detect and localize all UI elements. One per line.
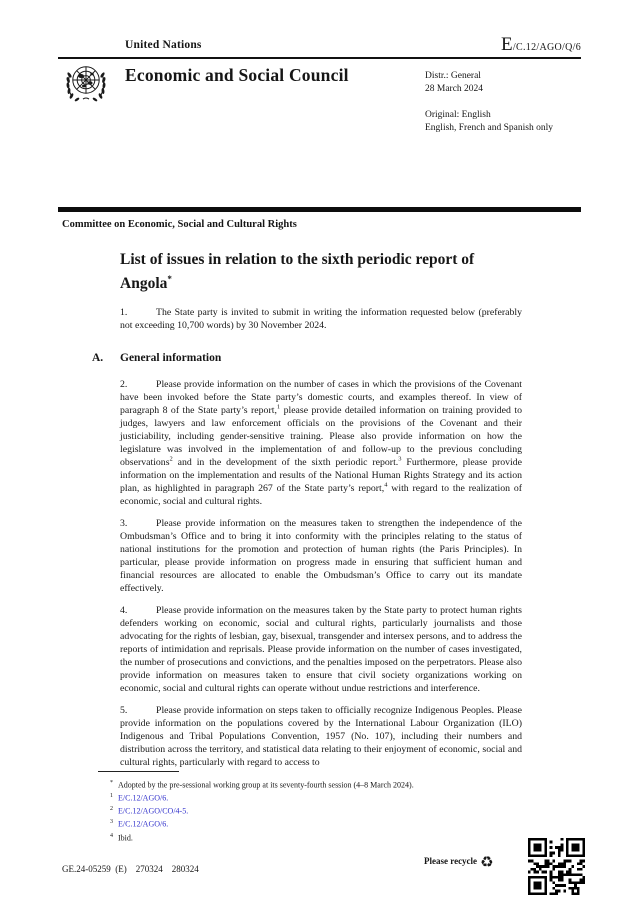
header-rule <box>58 57 581 59</box>
paragraph-number: 4. <box>120 605 128 617</box>
footnote-reference[interactable]: 2 <box>169 455 173 463</box>
footnote-text: Ibid. <box>118 833 133 843</box>
committee-name: Committee on Economic, Social and Cultural Rights <box>62 219 297 230</box>
numbered-paragraph: 2. Please provide information on the number of cases in which the provisions of the Covenant have been invoked before the State party’s domestic courts, and examples thereof. In view of paragraph 8 of the State party’s report,$^1$ please provide detailed information on training provided to judges, lawyers and law enforcement officials on the provisions of the Covenant and their justiciability, including gender-sensitive training. Please also provide information on how the legislature was involved in the implementation of and follow-up to the previous concluding observations$^2$ and in the development of the sixth periodic report.$^3$ Furthermore, please provide information on the implementation and results of the National Human Rights Strategy and its action plan, as highlighted in paragraph 267 of the State party’s report,$^4$ with regard to the realization of economic, social and cultural rights. <box>120 379 522 508</box>
ge-number: GE.24-05259 (E) 270324 280324 <box>62 864 199 874</box>
page-title <box>120 250 522 293</box>
footnote-list <box>98 778 538 844</box>
numbered-paragraph: 5. Please provide information on steps taken to officially recognize Indigenous Peoples. Please provide information on the populations covered by the International Labour Organization (ILO) Indigenous and Tribal Populations Convention, 1957 (No. 107), including their numbers and distribution across the territory, and statistical data relating to their enjoyment of economic, social and cultural rights, particularly with regard to access to <box>120 705 522 769</box>
recycle-icon: ♻ <box>480 853 494 871</box>
paragraph-group-body <box>120 378 522 769</box>
numbered-paragraph: 3. Please provide information on the measures taken to strengthen the independence of the Ombudsman’s Office and to bring it into conformity with the principles relating to the status of national institutions for the promotion and protection of human rights (the Paris Principles). In particular, please provide information on progress made in ensuring that sufficient human and financial resources are allocated to enable the Ombudsman’s Office to carry out its mandate effectively. <box>120 518 522 595</box>
qr-code <box>528 838 585 895</box>
paragraph-number: 2. <box>120 379 128 391</box>
document-symbol <box>501 34 581 56</box>
footnote-reference[interactable]: 1 <box>276 403 281 411</box>
paragraph-number: 5. <box>120 705 128 717</box>
title-footnote-marker: * <box>167 273 172 284</box>
paragraph-number: 3. <box>120 518 128 530</box>
main-content <box>92 250 522 778</box>
original-language-line: Original: English <box>425 110 491 120</box>
footnote-line <box>98 804 538 817</box>
footnote-marker: 3 <box>110 819 113 826</box>
footnote-text: Adopted by the pre-sessional working group at its seventy-fourth session (4–8 March 2024). <box>118 780 414 790</box>
page-title-line2: Angola* <box>120 273 172 292</box>
un-emblem-icon <box>63 61 109 107</box>
numbered-paragraph: 1. The State party is invited to submit in writing the information requested below (preferably not exceeding 10,700 words) by 30 November 2024. <box>120 307 522 332</box>
separator-bar <box>58 207 581 212</box>
footnotes-block <box>98 771 538 844</box>
footnote-marker: 2 <box>110 806 113 813</box>
language-block <box>425 109 553 135</box>
date-line: 28 March 2024 <box>425 84 484 94</box>
section-heading-a <box>92 352 522 365</box>
footnote-marker: * <box>110 780 113 786</box>
council-title: Economic and Social Council <box>125 65 349 85</box>
footnote-reference[interactable]: 3 <box>398 455 402 463</box>
footnote-line <box>98 831 538 844</box>
document-symbol-link[interactable]: E/C.12/AGO/CO/4-5. <box>118 806 189 816</box>
distribution-block <box>425 70 483 96</box>
footnote-line <box>98 791 538 804</box>
paragraph-group-intro <box>120 306 522 332</box>
org-name: United Nations <box>125 39 202 51</box>
document-symbol-rest: /C.12/AGO/Q/6 <box>512 42 581 53</box>
section-letter: A. <box>92 352 104 365</box>
section-heading-label: General information <box>120 352 222 365</box>
paragraph-number: 1. <box>120 307 128 319</box>
languages-line: English, French and Spanish only <box>425 123 553 133</box>
document-symbol-link[interactable]: E/C.12/AGO/6. <box>118 820 169 830</box>
recycle-note: Please recycle ♻ <box>424 853 494 871</box>
footnote-separator <box>98 771 179 772</box>
document-symbol-link[interactable]: E/C.12/AGO/6. <box>118 793 169 803</box>
numbered-paragraph: 4. Please provide information on the measures taken by the State party to protect human rights defenders working on economic, social and cultural rights, particularly journalists and those advocating for the rights of lesbian, gay, bisexual, transgender and intersex persons, and to address the reports of intimidation and reprisals. Please provide information on the number of cases investigated, the number of prosecutions and convictions, and the penalties imposed on the perpetrators. Please also provide information on measures taken to ensure that civil society organizations working on economic, social and cultural rights can operate without undue restrictions and interference. <box>120 605 522 695</box>
footnote-line <box>98 778 538 791</box>
page-title-line1: List of issues in relation to the sixth periodic report of <box>120 251 475 268</box>
footnote-marker: 1 <box>110 793 113 800</box>
footnote-reference[interactable]: 4 <box>384 481 388 489</box>
footnote-line <box>98 817 538 830</box>
distr-line: Distr.: General <box>425 71 481 81</box>
document-symbol-letter: E <box>501 34 513 55</box>
footnote-marker: 4 <box>110 832 113 839</box>
